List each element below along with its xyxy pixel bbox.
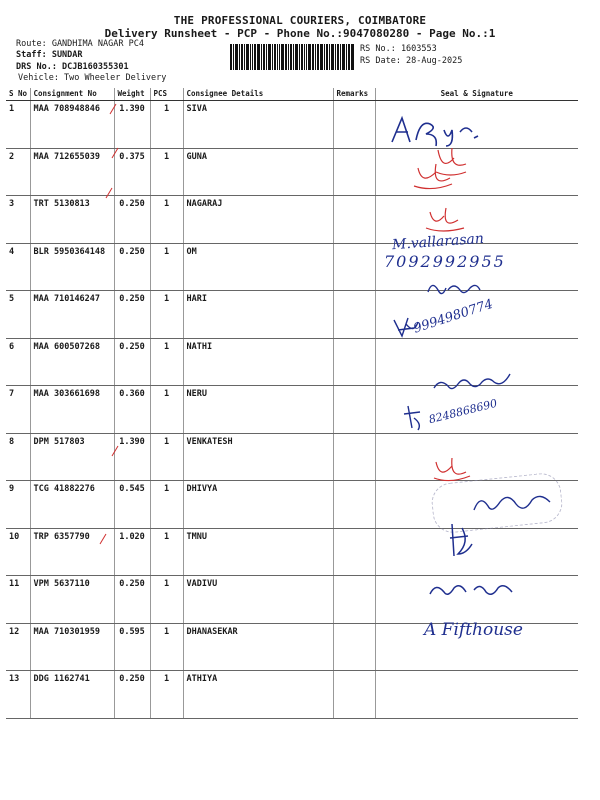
weight-cell: 0.250	[114, 291, 150, 339]
consignment-number-cell: TRP 6357790	[30, 528, 114, 576]
consignee-cell: VENKATESH	[183, 433, 333, 481]
consignee-cell: VADIVU	[183, 576, 333, 624]
column-header: S No	[6, 88, 30, 101]
signature-row-12	[426, 574, 522, 604]
serial-number-cell: 5	[6, 291, 30, 339]
column-header: Weight	[114, 88, 150, 101]
signature-row-7	[430, 366, 520, 396]
serial-number-cell: 10	[6, 528, 30, 576]
consignment-number-cell: MAA 710146247	[30, 291, 114, 339]
handwritten-name-row-4: M.vallarasan	[391, 230, 485, 254]
red-mark-row-4	[420, 200, 470, 236]
consignee-cell: SIVA	[183, 101, 333, 149]
serial-number-cell: 6	[6, 338, 30, 386]
remarks-cell	[333, 386, 375, 434]
consignment-number-cell: BLR 5950364148	[30, 243, 114, 291]
signature-cell	[375, 528, 578, 576]
weight-cell: 1.390	[114, 101, 150, 149]
red-mark-row-9	[430, 452, 474, 482]
serial-number-cell: 9	[6, 481, 30, 529]
table-row	[6, 196, 578, 244]
remarks-cell	[333, 481, 375, 529]
barcode-image	[230, 44, 354, 70]
weight-cell: 0.375	[114, 148, 150, 196]
table-row	[6, 148, 578, 196]
staff-label: Staff: SUNDAR	[16, 50, 83, 60]
rs-date: RS Date: 28-Aug-2025	[360, 56, 463, 66]
consignee-cell: TMNU	[183, 528, 333, 576]
pieces-cell: 1	[150, 481, 183, 529]
weight-cell: 1.020	[114, 528, 150, 576]
weight-cell: 0.250	[114, 576, 150, 624]
route-label: Route: GANDHIMA NAGAR PC4	[16, 39, 144, 49]
consignment-number-cell: MAA 303661698	[30, 386, 114, 434]
tick-mark	[98, 532, 108, 546]
consignee-cell: GUNA	[183, 148, 333, 196]
consignee-cell: NERU	[183, 386, 333, 434]
weight-cell: 0.250	[114, 338, 150, 386]
consignee-cell: DHANASEKAR	[183, 623, 333, 671]
red-mark-row-3	[410, 158, 460, 194]
consignment-number-cell: DDG 1162741	[30, 671, 114, 719]
pieces-cell: 1	[150, 576, 183, 624]
consignment-number-cell: MAA 600507268	[30, 338, 114, 386]
remarks-cell	[333, 291, 375, 339]
pieces-cell: 1	[150, 528, 183, 576]
signature-row-10	[470, 486, 560, 520]
pieces-cell: 1	[150, 386, 183, 434]
pieces-cell: 1	[150, 148, 183, 196]
pieces-cell: 1	[150, 671, 183, 719]
serial-number-cell: 7	[6, 386, 30, 434]
remarks-cell	[333, 528, 375, 576]
pieces-cell: 1	[150, 243, 183, 291]
consignee-cell: DHIVYA	[183, 481, 333, 529]
signature-row-8	[402, 402, 426, 432]
weight-cell: 0.250	[114, 243, 150, 291]
weight-cell: 1.390	[114, 433, 150, 481]
consignment-number-cell: TCG 41882276	[30, 481, 114, 529]
handwritten-name-row-13: A Fifthouse	[424, 620, 523, 640]
serial-number-cell: 11	[6, 576, 30, 624]
weight-cell: 0.250	[114, 671, 150, 719]
pieces-cell: 1	[150, 291, 183, 339]
runsheet-title: Delivery Runsheet - PCP - Phone No.:9047080280 - Page No.:1	[104, 27, 496, 40]
signature-cell	[375, 148, 578, 196]
column-header: Consignee Details	[183, 88, 333, 101]
weight-cell: 0.360	[114, 386, 150, 434]
signature-row-5	[424, 276, 484, 300]
remarks-cell	[333, 576, 375, 624]
consignee-cell: ATHIYA	[183, 671, 333, 719]
serial-number-cell: 8	[6, 433, 30, 481]
consignment-number-cell: MAA 710301959	[30, 623, 114, 671]
pieces-cell: 1	[150, 101, 183, 149]
rs-number: RS No.: 1603553	[360, 44, 437, 54]
table-row	[6, 433, 578, 481]
table-row	[6, 671, 578, 719]
serial-number-cell: 12	[6, 623, 30, 671]
table-header-row	[6, 88, 578, 101]
consignment-number-cell: DPM 517803	[30, 433, 114, 481]
signature-row-11	[446, 520, 476, 560]
remarks-cell	[333, 148, 375, 196]
remarks-cell	[333, 243, 375, 291]
consignee-cell: NATHI	[183, 338, 333, 386]
consignment-number-cell: VPM 5637110	[30, 576, 114, 624]
pieces-cell: 1	[150, 623, 183, 671]
serial-number-cell: 2	[6, 148, 30, 196]
weight-cell: 0.250	[114, 196, 150, 244]
serial-number-cell: 1	[6, 101, 30, 149]
serial-number-cell: 13	[6, 671, 30, 719]
pieces-cell: 1	[150, 433, 183, 481]
column-header: PCS	[150, 88, 183, 101]
weight-cell: 0.595	[114, 623, 150, 671]
remarks-cell	[333, 338, 375, 386]
table-row	[6, 291, 578, 339]
tick-mark	[104, 186, 114, 200]
remarks-cell	[333, 433, 375, 481]
remarks-cell	[333, 671, 375, 719]
weight-cell: 0.545	[114, 481, 150, 529]
handwritten-phone-row-8: 8248868690	[427, 396, 499, 427]
serial-number-cell: 4	[6, 243, 30, 291]
column-header: Consignment No	[30, 88, 114, 101]
handwritten-phone-row-4: 7092992955	[384, 252, 506, 271]
pieces-cell: 1	[150, 196, 183, 244]
consignment-number-cell: MAA 708948846	[30, 101, 114, 149]
serial-number-cell: 3	[6, 196, 30, 244]
remarks-cell	[333, 623, 375, 671]
tick-mark	[110, 146, 120, 160]
remarks-cell	[333, 196, 375, 244]
consignee-cell: NAGARAJ	[183, 196, 333, 244]
drs-number: DRS No.: DCJB160355301	[16, 62, 129, 72]
handwritten-phone-row-6: 9994980774	[411, 296, 495, 337]
consignee-cell: OM	[183, 243, 333, 291]
consignment-number-cell: MAA 712655039	[30, 148, 114, 196]
table-row	[6, 528, 578, 576]
column-header: Seal & Signature	[375, 88, 578, 101]
consignment-number-cell: TRT 5130813	[30, 196, 114, 244]
tick-mark	[108, 102, 118, 116]
signature-cell	[375, 671, 578, 719]
column-header: Remarks	[333, 88, 375, 101]
tick-mark	[110, 444, 120, 458]
remarks-cell	[333, 101, 375, 149]
vehicle-label: Vehicle: Two Wheeler Delivery	[18, 73, 167, 83]
pieces-cell: 1	[150, 338, 183, 386]
consignee-cell: HARI	[183, 291, 333, 339]
company-name: THE PROFESSIONAL COURIERS, COIMBATORE	[173, 14, 427, 27]
